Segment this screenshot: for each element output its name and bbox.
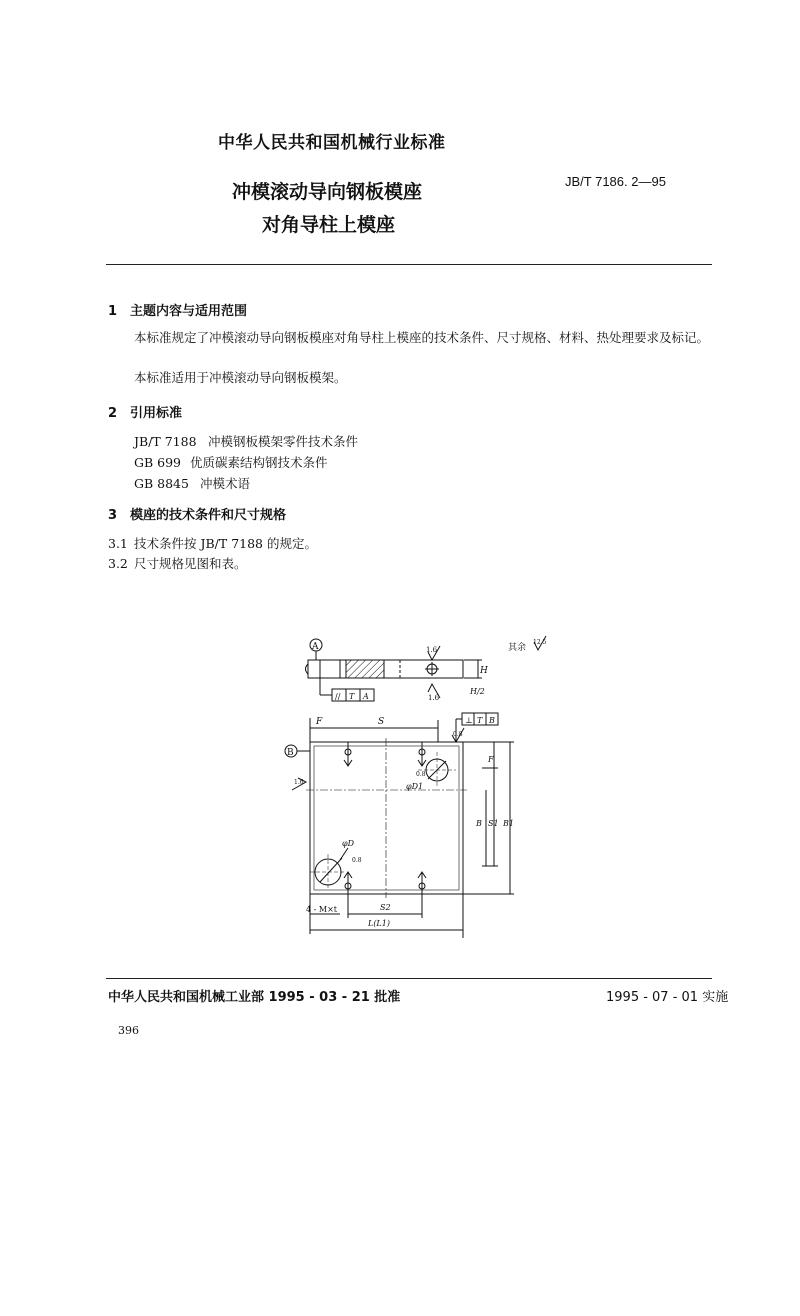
screw-hole-icon (344, 872, 352, 894)
dim-l-label: L(L1) (368, 919, 390, 928)
dim-s2-label: S2 (380, 903, 391, 912)
footer-divider (106, 978, 712, 979)
datum-b-label: B (287, 748, 294, 758)
document-title-line2: 对角导柱上模座 (262, 214, 396, 236)
dim-b-label: B (476, 819, 482, 828)
clause-number: 3.1 (108, 536, 128, 551)
dim-d-label: φD (342, 839, 355, 848)
rest-roughness-value: 12.5 (533, 639, 547, 646)
tolerance-datum: B (489, 716, 495, 725)
side-plate-outline (308, 660, 463, 678)
plate-outline (310, 742, 463, 894)
reference-code: JB/T 7188 (134, 434, 197, 449)
standard-number: JB/T 7186. 2—95 (565, 174, 666, 189)
page-number: 396 (118, 1024, 139, 1037)
reference-item (134, 432, 358, 450)
roughness-value: 0.8 (453, 731, 463, 738)
screw-hole-icon (418, 742, 426, 766)
reference-name: 优质碳素结构钢技术条件 (190, 455, 328, 470)
dim-h2-label: H/2 (470, 687, 485, 696)
rest-roughness-label: 其余 (508, 643, 527, 653)
dim-s-label: S (378, 717, 385, 727)
clause-text: 尺寸规格见图和表。 (134, 556, 247, 571)
section-1-paragraph-1: 本标准规定了冲模滚动导向钢板模座对角导柱上模座的技术条件、尺寸规格、材料、热处理要求及标记。 (134, 330, 710, 345)
tolerance-ref: T (477, 716, 483, 725)
standard-organization: 中华人民共和国机械行业标准 (218, 133, 446, 153)
side-section-view (306, 639, 489, 702)
reference-item (134, 453, 328, 471)
section-2-heading (108, 402, 182, 421)
section-3-heading (108, 504, 286, 523)
section-3-title: 模座的技术条件和尺寸规格 (130, 508, 287, 523)
plan-view (285, 713, 514, 938)
reference-code: GB 699 (134, 455, 182, 470)
roughness-value: 1.6 (426, 646, 438, 654)
roughness-value: 1.6 (294, 779, 304, 786)
dim-d1-label: φD1 (406, 782, 424, 791)
dim-b1-label: B1 (503, 819, 514, 828)
header-divider (106, 264, 712, 265)
clause-3-1 (108, 534, 317, 552)
section-2-number: 2 (108, 406, 118, 421)
clause-3-2 (108, 554, 247, 572)
tolerance-symbol: // (335, 692, 341, 701)
document-title-line1: 冲模滚动导向钢板模座 (232, 181, 423, 203)
approval-line: 中华人民共和国机械工业部 1995 - 03 - 21 批准 (108, 990, 401, 1005)
reference-name: 冲模钢板模架零件技术条件 (208, 434, 359, 449)
roughness-value: 1.6 (428, 694, 440, 702)
dim-s1-label: S1 (488, 819, 499, 828)
roughness-value: 0.8 (416, 771, 426, 778)
section-3-number: 3 (108, 508, 118, 523)
dim-f-label: F (316, 717, 323, 727)
section-1-paragraph-2: 本标准适用于冲模滚动导向钢板模架。 (134, 370, 347, 385)
section-hatching (346, 660, 384, 678)
dim-m-label: 4 - M×t (306, 905, 337, 914)
reference-code: GB 8845 (134, 476, 189, 491)
dim-h-label: H (480, 666, 488, 676)
section-1-number: 1 (108, 304, 118, 319)
roughness-value: 0.8 (352, 857, 362, 864)
implementation-date: 1995 - 07 - 01 实施 (606, 990, 729, 1005)
screw-hole-icon (344, 742, 352, 766)
reference-name: 冲模术语 (200, 476, 251, 491)
datum-a-label: A (312, 642, 319, 652)
clause-text: 技术条件按 JB/T 7188 的规定。 (134, 536, 317, 551)
tolerance-symbol: ⊥ (465, 716, 473, 725)
technical-drawing (270, 630, 570, 940)
section-1-title: 主题内容与适用范围 (130, 304, 248, 319)
tolerance-ref: T (349, 692, 355, 701)
dim-f-right-label: F (488, 755, 494, 764)
screw-hole-icon (418, 872, 426, 894)
section-2-title: 引用标准 (130, 406, 183, 421)
clause-number: 3.2 (108, 556, 128, 571)
section-1-heading (108, 300, 247, 319)
reference-item (134, 474, 250, 492)
tolerance-datum: A (363, 692, 369, 701)
